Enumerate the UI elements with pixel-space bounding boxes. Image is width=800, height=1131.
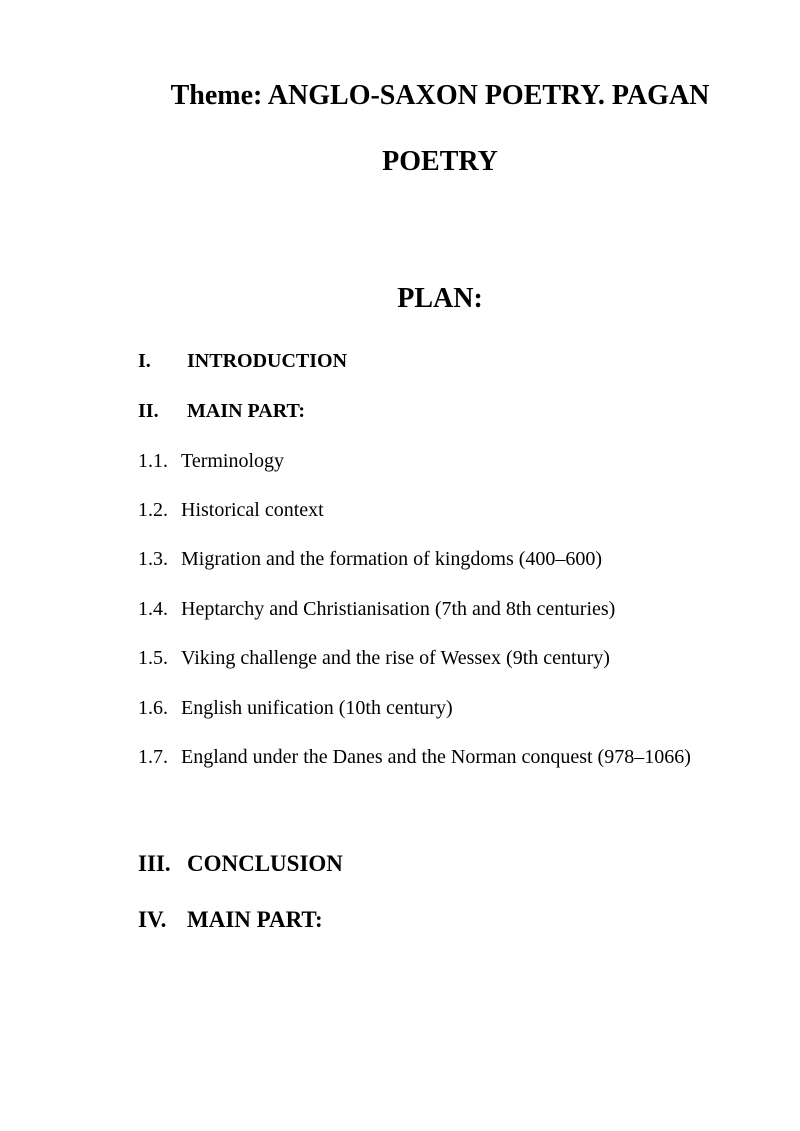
list-item-number: 1.3. [138,548,168,570]
list-item-number: 1.5. [138,647,168,669]
section-label: MAIN PART: [187,907,323,932]
list-item-text: England under the Danes and the Norman conquest (978–1066) [181,746,691,768]
plan-heading: PLAN: [397,283,483,314]
list-item [0,599,800,623]
list-item-number: 1.2. [138,499,168,521]
document-title-line-2: POETRY [382,146,498,177]
section-label: CONCLUSION [187,851,343,876]
list-item-text: English unification (10th century) [181,697,453,719]
section-numeral: II. [138,400,159,422]
list-item-text: Historical context [181,499,324,521]
list-item-text: Migration and the formation of kingdoms (400–600) [181,548,603,570]
section-main-part [0,401,800,425]
section-conclusion [0,852,800,880]
list-item [0,747,800,771]
document-title-line-1: Theme: ANGLO-SAXON POETRY. PAGAN [170,80,710,111]
section-numeral: IV. [138,907,167,932]
list-item-text: Terminology [181,450,285,472]
section-introduction [0,351,800,375]
list-item-number: 1.6. [138,697,168,719]
list-item-text: Viking challenge and the rise of Wessex (9th century) [181,647,610,669]
list-item-number: 1.7. [138,746,168,768]
list-item-number: 1.1. [138,450,168,472]
list-item [0,500,800,524]
list-item [0,698,800,722]
list-item-text: Heptarchy and Christianisation (7th and 8th centuries) [181,598,616,620]
section-numeral: III. [138,851,171,876]
list-item [0,451,800,475]
section-numeral: I. [138,350,151,372]
section-main-part-2 [0,908,800,936]
section-label: INTRODUCTION [187,350,348,372]
list-item [0,549,800,573]
list-item [0,648,800,672]
list-item-number: 1.4. [138,598,168,620]
section-label: MAIN PART: [187,400,305,422]
